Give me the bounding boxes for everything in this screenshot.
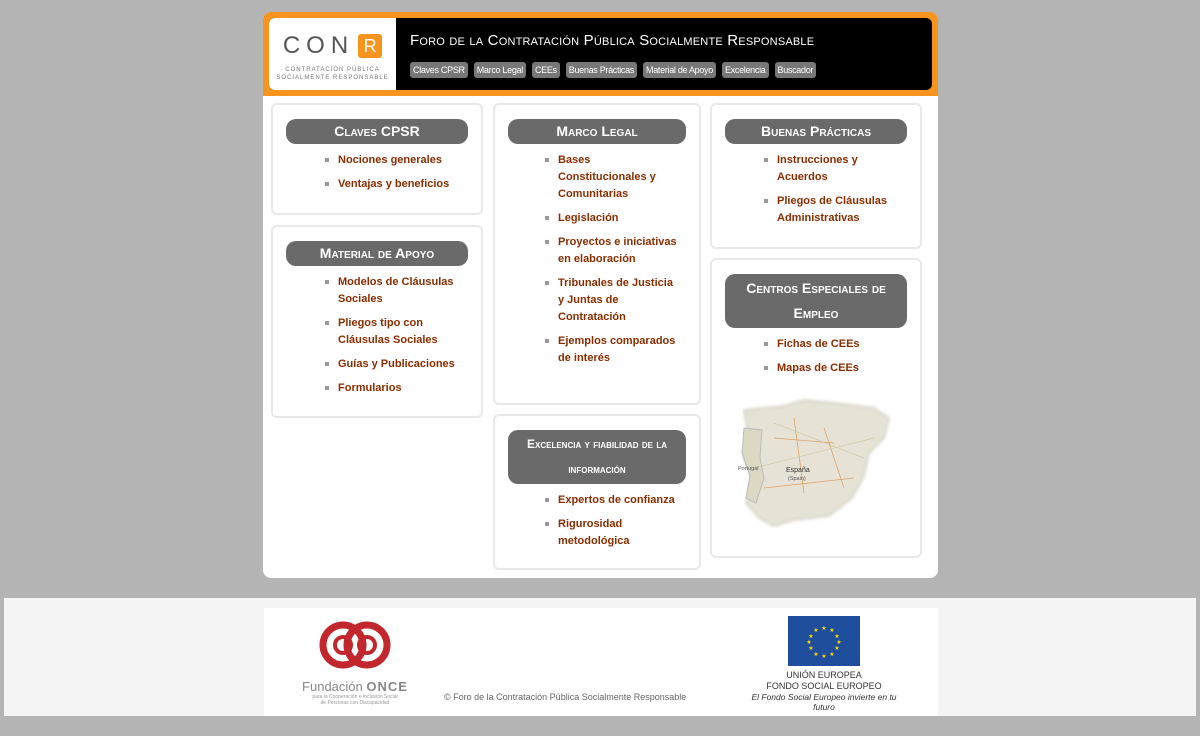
main-nav <box>410 62 816 78</box>
svg-text:★: ★ <box>821 653 827 660</box>
conr-logo[interactable] <box>269 18 396 90</box>
box-title[interactable]: Claves CPSR <box>286 119 468 144</box>
list-item <box>325 176 463 193</box>
copyright: © Foro de la Contratación Pública Socialmente Responsable <box>444 692 687 702</box>
link[interactable]: Guías y Publicaciones <box>338 358 455 370</box>
svg-text:★: ★ <box>813 651 819 658</box>
svg-text:★: ★ <box>829 651 835 658</box>
list-item <box>545 234 681 268</box>
list-item <box>325 152 463 169</box>
once-desc: de Personas con Discapacidad <box>320 700 390 706</box>
box-material-de-apoyo <box>271 225 483 418</box>
logo-text: CON <box>282 32 355 59</box>
svg-text:★: ★ <box>806 639 812 646</box>
map-label-spain-en: (Spain) <box>788 476 806 482</box>
once-bold: ONCE <box>366 679 408 694</box>
map-label-portugal: Portugal <box>738 466 759 472</box>
once-rings-icon <box>315 618 395 672</box>
nav-buscador[interactable]: Buscador <box>775 62 817 78</box>
link[interactable]: Rigurosidad metodológica <box>558 518 630 547</box>
svg-text:★: ★ <box>834 645 840 652</box>
list-item <box>325 315 463 349</box>
map-label-spain: España <box>786 467 810 474</box>
link[interactable]: Proyectos e iniciativas en elaboración <box>558 236 677 265</box>
spain-map[interactable] <box>734 398 894 528</box>
logo-sub: SOCIALMENTE RESPONSABLE <box>276 75 389 81</box>
svg-text:★: ★ <box>808 645 814 652</box>
site-title: Foro de la Contratación Pública Socialmente Responsable <box>410 32 815 49</box>
eu-slogan: El Fondo Social Europeo invierte en tu futuro <box>751 692 897 712</box>
box-title[interactable]: Buenas Prácticas <box>725 119 907 144</box>
box-title[interactable]: Material de Apoyo <box>286 241 468 266</box>
nav-marco-legal[interactable]: Marco Legal <box>474 62 526 78</box>
box-excelencia <box>493 414 701 570</box>
logo-sub: CONTRATACIÓN PÚBLICA <box>285 67 380 73</box>
svg-text:★: ★ <box>836 639 842 646</box>
link[interactable]: Ventajas y beneficios <box>338 178 450 190</box>
once-desc: para la Cooperación e Inclusión Social <box>312 694 398 700</box>
list-item <box>545 516 681 550</box>
box-title[interactable]: Excelencia y fiabilidad de la información <box>508 430 686 484</box>
box-marco-legal <box>493 103 701 405</box>
list-item <box>545 152 681 203</box>
link[interactable]: Fichas de CEEs <box>777 338 860 350</box>
eu-text: UNIÓN EUROPEA <box>786 670 862 680</box>
box-title[interactable]: Centros Especiales de Empleo <box>725 274 907 328</box>
footer <box>4 598 1196 716</box>
list-item <box>764 193 902 227</box>
nav-cees[interactable]: CEEs <box>532 62 560 78</box>
eu-text: FONDO SOCIAL EUROPEO <box>766 681 882 691</box>
svg-text:★: ★ <box>829 627 835 634</box>
box-claves-cpsr <box>271 103 483 215</box>
svg-text:★: ★ <box>834 633 840 640</box>
main-container <box>263 12 938 578</box>
eu-flag-icon <box>788 616 860 666</box>
link[interactable]: Nociones generales <box>338 154 442 166</box>
box-title[interactable]: Marco Legal <box>508 119 686 144</box>
box-buenas-practicas <box>710 103 922 249</box>
svg-text:★: ★ <box>808 633 814 640</box>
link[interactable]: Pliegos de Cláusulas Administrativas <box>777 195 888 224</box>
svg-text:★: ★ <box>821 625 827 632</box>
list-item <box>545 333 681 367</box>
list-item <box>545 492 681 509</box>
link[interactable]: Legislación <box>558 212 619 224</box>
link[interactable]: Pliegos tipo con Cláusulas Sociales <box>338 317 438 346</box>
link[interactable]: Modelos de Cláusulas Sociales <box>338 276 454 305</box>
nav-buenas-practicas[interactable]: Buenas Prácticas <box>566 62 637 78</box>
link[interactable]: Mapas de CEEs <box>777 362 859 374</box>
link[interactable]: Ejemplos comparados de interés <box>558 335 676 364</box>
list-item <box>764 336 902 353</box>
list-item <box>325 356 463 373</box>
link[interactable]: Instrucciones y Acuerdos <box>777 154 858 183</box>
list-item <box>545 210 681 227</box>
link[interactable]: Expertos de confianza <box>558 494 675 506</box>
list-item <box>325 380 463 397</box>
nav-excelencia[interactable]: Excelencia <box>722 62 769 78</box>
fundacion-once-logo[interactable] <box>302 618 408 706</box>
logo-badge: R <box>358 34 382 58</box>
svg-text:★: ★ <box>813 627 819 634</box>
link[interactable]: Formularios <box>338 382 402 394</box>
box-centros-especiales <box>710 258 922 558</box>
eu-logo[interactable] <box>744 616 904 712</box>
header <box>263 12 938 96</box>
link[interactable]: Tribunales de Justicia y Juntas de Contratación <box>558 277 673 323</box>
once-name: Fundación <box>302 679 363 694</box>
link[interactable]: Bases Constitucionales y Comunitarias <box>558 154 656 200</box>
nav-claves-cpsr[interactable]: Claves CPSR <box>410 62 468 78</box>
list-item <box>764 152 902 186</box>
list-item <box>764 360 902 377</box>
list-item <box>545 275 681 326</box>
nav-material-de-apoyo[interactable]: Material de Apoyo <box>643 62 716 78</box>
list-item <box>325 274 463 308</box>
